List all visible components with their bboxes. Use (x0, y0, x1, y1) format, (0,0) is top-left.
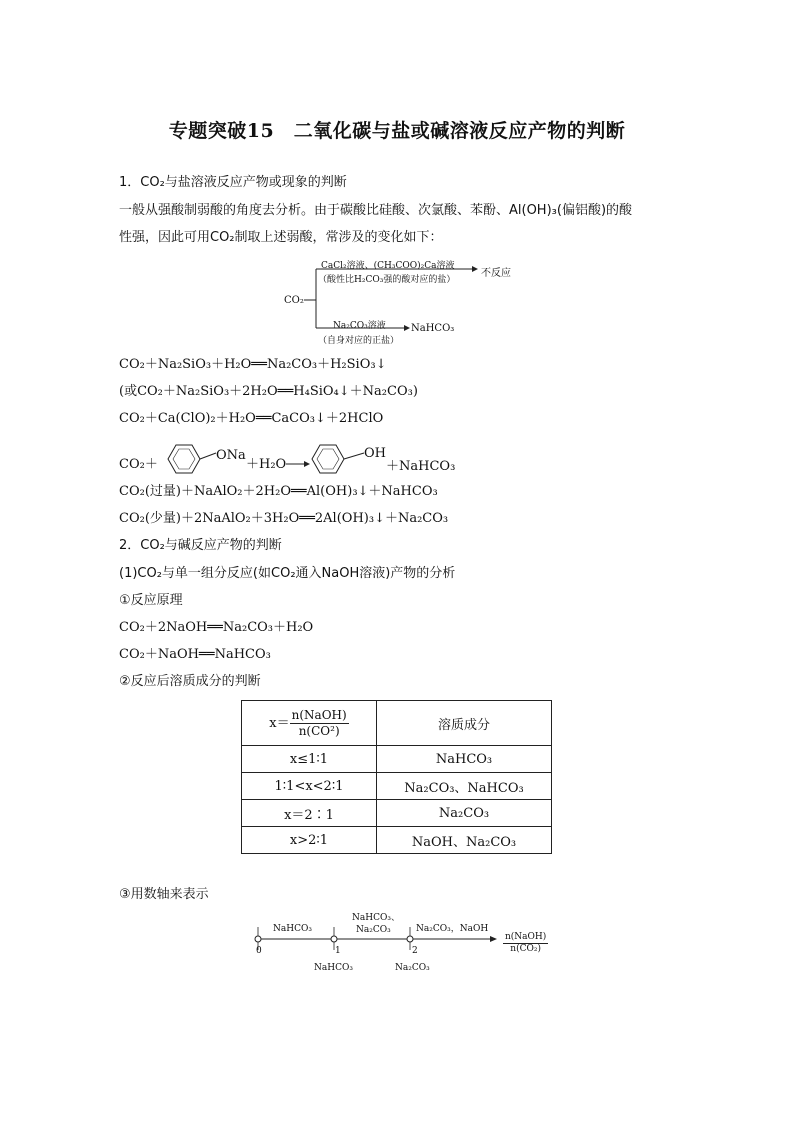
branch-bottom-result: NaHCO₃ (411, 323, 455, 334)
reaction-1: CO₂＋2NaOH══Na₂CO₃＋H₂O (119, 620, 314, 635)
axis-ratio (503, 932, 548, 955)
equation-2: (或CO₂＋Na₂SiO₃＋2H₂O══H₄SiO₄↓＋Na₂CO₃) (119, 384, 418, 399)
axis-tick-0: 0 (256, 946, 262, 956)
row-solute: NaOH、Na₂CO₃ (377, 827, 552, 854)
row-solute: Na₂CO₃、NaHCO₃ (377, 773, 552, 800)
axis-seg2-a: NaHCO₃、 (352, 913, 400, 923)
ratio-denominator: n(CO²) (298, 723, 340, 738)
branch-start: CO₂ (284, 295, 304, 306)
table-row (242, 746, 552, 773)
eq4-mid: ＋H₂O (246, 457, 287, 472)
row-condition: x＝2∶1 (242, 800, 377, 827)
table-header-row (242, 701, 552, 746)
axis-seg3: Na₂CO₃，NaOH (416, 924, 489, 934)
ratio-numerator: n(NaOH) (291, 707, 347, 722)
axis-seg1: NaHCO₃ (273, 924, 312, 934)
branch-bottom-above: Na₂CO₃溶液 (333, 321, 386, 331)
table-row (242, 827, 552, 854)
axis-seg2-b: Na₂CO₃ (356, 925, 391, 935)
point-0 (255, 936, 261, 942)
judge-heading: ②反应后溶质成分的判断 (119, 674, 261, 689)
header-x: x＝ (269, 715, 290, 731)
axis-tick-1: 1 (335, 946, 341, 956)
subsection-1: (1)CO₂与单一组分反应(如CO₂通入NaOH溶液)产物的分析 (119, 566, 456, 581)
benzene-ring-icon (306, 441, 368, 477)
axis-below-2: Na₂CO₃ (395, 963, 430, 973)
eq4-right: ＋NaHCO₃ (386, 459, 456, 474)
axis-heading: ③用数轴来表示 (119, 887, 209, 902)
axis-tick-2: 2 (412, 946, 418, 956)
row-condition: x>2∶1 (242, 827, 377, 854)
axis-ratio-den: n(CO₂) (510, 944, 541, 954)
branch-bottom-below: （自身对应的正盐） (318, 336, 400, 346)
header-solute: 溶质成分 (377, 701, 552, 746)
table-row (242, 773, 552, 800)
page-title: 专题突破15 二氧化碳与盐或碱溶液反应产物的判断 (168, 120, 626, 142)
branch-top-result: 不反应 (481, 268, 511, 279)
row-solute: NaHCO₃ (377, 746, 552, 773)
table-row (242, 800, 552, 827)
point-2 (407, 936, 413, 942)
row-condition: 1∶1<x<2∶1 (242, 773, 377, 800)
equation-6: CO₂(少量)＋2NaAlO₂＋3H₂O══2Al(OH)₃↓＋Na₂CO₃ (119, 511, 449, 526)
equation-1: CO₂＋Na₂SiO₃＋H₂O══Na₂CO₃＋H₂SiO₃↓ (119, 357, 387, 372)
row-condition: x≤1∶1 (242, 746, 377, 773)
intro-line-1: 一般从强酸制弱酸的角度去分析。由于碳酸比硅酸、次氯酸、苯酚、Al(OH)₃(偏铝酸)的酸 (119, 203, 633, 218)
ratio-fraction (290, 708, 349, 739)
equation-5: CO₂(过量)＋NaAlO₂＋2H₂O══Al(OH)₃↓＋NaHCO₃ (119, 484, 438, 499)
section-2-heading: 2．CO₂与碱反应产物的判断 (119, 538, 282, 553)
principle-heading: ①反应原理 (119, 593, 183, 608)
eq4-ona: ONa (216, 448, 246, 463)
point-1 (331, 936, 337, 942)
eq4-left: CO₂＋ (119, 457, 158, 472)
intro-line-2: 性强，因此可用CO₂制取上述弱酸，常涉及的变化如下： (119, 230, 443, 245)
row-solute: Na₂CO₃ (377, 800, 552, 827)
branch-top-below: （酸性比H₂CO₃强的酸对应的盐） (318, 275, 456, 285)
axis-ratio-num: n(NaOH) (505, 932, 547, 942)
section-1-heading: 1．CO₂与盐溶液反应产物或现象的判断 (119, 175, 347, 190)
equation-3: CO₂＋Ca(ClO)₂＋H₂O══CaCO₃↓＋2HClO (119, 411, 384, 426)
axis-below-1: NaHCO₃ (314, 963, 353, 973)
reaction-2: CO₂＋NaOH══NaHCO₃ (119, 647, 271, 662)
eq4-oh: OH (364, 446, 386, 461)
solute-table (241, 700, 552, 854)
branch-top-above: CaCl₂溶液、(CH₃COO)₂Ca溶液 (321, 261, 455, 271)
header-ratio (242, 701, 377, 746)
benzene-ring-icon (158, 441, 218, 477)
